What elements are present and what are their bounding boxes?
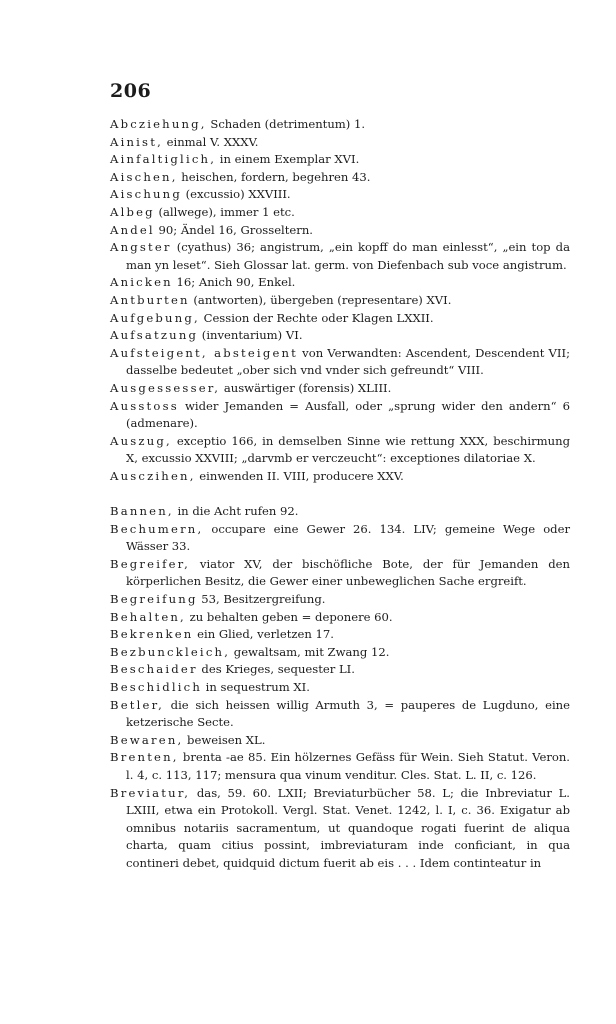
glossary-entry [110, 749, 570, 784]
entry-headword: Behalten, [110, 609, 186, 624]
entry-headword: Beschidlich [110, 680, 202, 694]
glossary-entry [110, 186, 570, 204]
entry-definition: (inventarium) VI. [198, 328, 303, 343]
glossary-entry [110, 239, 570, 274]
glossary-entry [110, 169, 570, 187]
entry-headword: Breviatur, [110, 785, 191, 800]
entry-headword: Ausgessesser, [110, 380, 221, 395]
entry-definition: auswärtiger (forensis) XLIII. [220, 380, 392, 395]
entry-definition: (allwege), immer 1 etc. [154, 204, 295, 219]
entry-headword: Bewaren, [110, 732, 184, 747]
glossary-entry [110, 398, 570, 433]
entry-headword: Begreifung [110, 592, 198, 607]
entry-definition: des Krieges, sequester LI. [197, 662, 355, 677]
glossary-entry [110, 661, 570, 679]
entry-headword: Aischung [110, 187, 182, 202]
entry-definition: (cyathus) 36; angistrum, „ein kopff do man einlesst“, „ein top da man yn leset“. Sieh Glossar lat. germ. von Diefenbach sub voce angistrum. [126, 240, 570, 272]
entry-headword: Ausstoss [110, 398, 179, 413]
entry-definition: zu behalten geben = deponere 60. [185, 609, 393, 624]
entry-definition: exceptio 166, in demselben Sinne wie rettung XXX, beschirmung X, excussio XXVIII; „darvmb er verczeucht“: exceptiones dilatoriae X. [126, 433, 570, 466]
section-gap [110, 485, 570, 503]
entry-headword: Angster [110, 240, 172, 255]
glossary-entry [110, 380, 570, 398]
entry-headword: Ausczihen, [110, 468, 196, 483]
entry-headword: Beschaider [110, 662, 198, 677]
entry-definition: Schaden (detrimentum) 1. [206, 117, 366, 131]
glossary-entry [110, 151, 570, 169]
entry-definition: viator XV, der bischöfliche Bote, der für Jemanden den körperlichen Besitz, die Gewer einer unbeweglichen Sache ergreift. [126, 556, 570, 589]
section-a [110, 116, 570, 485]
glossary-entry [110, 626, 570, 644]
glossary-entry [110, 134, 570, 152]
glossary-entry [110, 732, 570, 750]
entry-definition: brenta -ae 85. Ein hölzernes Gefäss für Wein. Sieh Statut. Veron. l. 4, c. 113, 117; mensura qua vinum venditur. Cles. Stat. L. II, c. 126. [126, 750, 570, 782]
entry-headword: Betler, [110, 697, 164, 712]
entry-headword: Bezbunckleich, [110, 644, 231, 659]
entry-definition: in die Acht rufen 92. [173, 504, 299, 519]
glossary-entry [110, 503, 570, 521]
entry-definition: Cession der Rechte oder Klagen LXXII. [199, 310, 434, 325]
glossary-entries [110, 116, 570, 873]
entry-definition: gewaltsam, mit Zwang 12. [230, 644, 390, 659]
entry-headword: Antburten [110, 292, 190, 307]
entry-headword: Aufsteigent, absteigent [110, 345, 299, 360]
glossary-entry [110, 345, 570, 380]
entry-headword: Begreifer, [110, 556, 191, 571]
entry-headword: Brenten, [110, 750, 179, 765]
entry-definition: 53, Besitzergreifung. [197, 592, 326, 607]
glossary-entry [110, 204, 570, 222]
glossary-entry [110, 697, 570, 732]
entry-headword: Aufsatzung [110, 328, 199, 343]
entry-headword: Bechumern, [110, 521, 204, 536]
glossary-entry [110, 785, 570, 873]
glossary-entry [110, 310, 570, 328]
entry-definition: in sequestrum XI. [202, 680, 310, 694]
glossary-entry [110, 468, 570, 486]
entry-definition: 16; Anich 90, Enkel. [172, 275, 296, 290]
glossary-entry [110, 521, 570, 556]
glossary-entry [110, 591, 570, 609]
entry-definition: wider Jemanden = Ausfall, oder „sprung wider den andern“ 6 (admenare). [126, 398, 570, 431]
entry-definition: von Verwandten: Ascendent, Descendent VII; dasselbe bedeutet „ober sich vnd vnder sich gefreundt“ VIII. [126, 345, 570, 378]
entry-definition: heischen, fordern, begehren 43. [177, 169, 371, 184]
entry-definition: (antworten), übergeben (representare) XVI. [189, 292, 452, 307]
entry-definition: ein Glied, verletzen 17. [193, 627, 334, 642]
glossary-entry [110, 222, 570, 240]
glossary-entry [110, 556, 570, 591]
glossary-entry [110, 292, 570, 310]
entry-definition: beweisen XL. [183, 732, 266, 747]
entry-definition: einwenden II. VIII, producere XXV. [195, 468, 404, 483]
glossary-entry [110, 644, 570, 662]
page-number: 206 [110, 80, 152, 102]
entry-headword: Ainist, [110, 134, 163, 149]
entry-headword: Aufgebung, [110, 310, 200, 325]
entry-definition: 90; Ändel 16, Grosseltern. [154, 222, 313, 237]
entry-headword: Aischen, [110, 169, 178, 184]
glossary-entry [110, 433, 570, 468]
entry-headword: Anicken [110, 275, 173, 290]
entry-definition: (excussio) XXVIII. [181, 187, 291, 202]
entry-headword: Ainfaltiglich, [110, 152, 217, 167]
entry-headword: Andel [110, 222, 155, 237]
entry-headword: Abcziehung, [110, 117, 207, 131]
entry-headword: Bannen, [110, 504, 174, 519]
glossary-entry [110, 679, 570, 697]
entry-definition: in einem Exemplar XVI. [216, 152, 360, 167]
glossary-entry [110, 274, 570, 292]
entry-headword: Auszug, [110, 433, 172, 448]
glossary-entry [110, 609, 570, 627]
entry-definition: die sich heissen willig Armuth 3, = pauperes de Lugduno, eine ketzerische Secte. [126, 697, 570, 730]
entry-definition: occupare eine Gewer 26. 134. LIV; gemeine Wege oder Wässer 33. [126, 521, 570, 554]
entry-headword: Bekrenken [110, 627, 194, 642]
glossary-entry [110, 116, 570, 134]
section-b [110, 503, 570, 872]
glossary-entry [110, 327, 570, 345]
entry-definition: das, 59. 60. LXII; Breviaturbücher 58. L; die Inbreviatur L. LXIII, etwa ein Protokoll. Vergl. Stat. Venet. 1242, l. I, c. 36. Exigatur ab omnibus notariis sacramentum, ut quandoque rogati fuerint de aliqua charta, quam citius possint, imbreviaturam inde conficiant, in qua contineri debet, quidquid dictum fuerit ab eis . . . Idem continteatur in [126, 785, 570, 870]
entry-definition: einmal V. XXXV. [162, 134, 259, 149]
entry-headword: Albeg [110, 204, 155, 219]
